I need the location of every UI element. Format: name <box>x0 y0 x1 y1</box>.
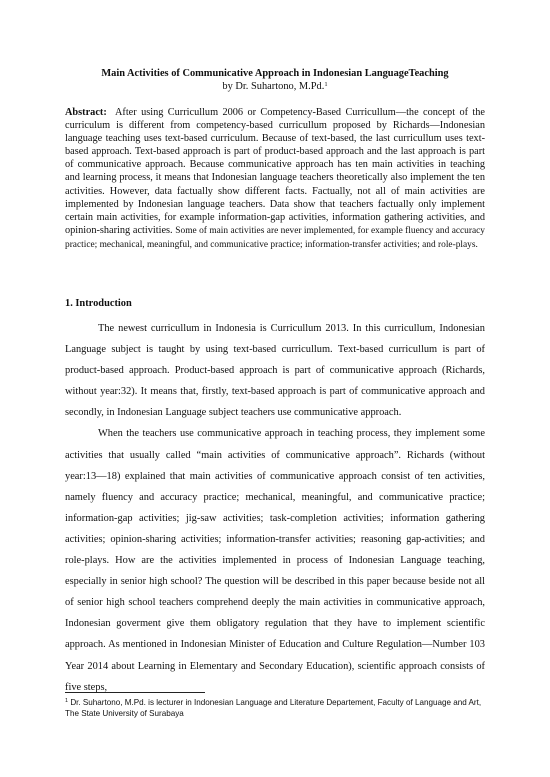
title-block <box>60 67 490 93</box>
introduction-paragraph-2: When the teachers use communicative approach in teaching process, they implement some activities that usually called “main activities of communicative approach”. Richards (without year:13—18) explained that main activities of communicative approach consist of ten activities, namely fluency and accuracy practice; mechanical, meaningful, and communicative practice; information-gap activities; jig-saw activities; task-completion activities; information gathering activities; opinion-sharing activities; information-transfer activities; reasoning gap-activities; and role-plays. How are the activities implemented in process of Indonesian Language teaching, especially in senior high school? The question will be described in this paper because beside not all of senior high school teachers comprehend deeply the main activities in communicative approach, Indonesian goverment give them obligatory regulation that they have to implement scientific approach. As mentioned in Indonesian Minister of Education and Culture Regulation—Number 103 Year 2014 about Learning in Elementary and Secondary Education), scientific approach consists of five steps, <box>65 428 485 693</box>
abstract <box>65 106 485 252</box>
footnote-text: Dr. Suhartono, M.Pd. is lecturer in Indonesian Language and Literature Departement, Faculty of Language and Art, The State University of Surabaya <box>65 698 482 719</box>
paper-title: Main Activities of Communicative Approach in Indonesian LanguageTeaching <box>101 68 449 79</box>
introduction-paragraph-1: The newest curricullum in Indonesia is Curricullum 2013. In this curricullum, Indonesian Language subject is taught by using text-based curricullum. Text-based curricullum is part of product-based approach. Product-based approach is part of communicative approach (Richards, without year:32). It means that, firstly, text-based approach is part of communicative approach and secondly, in Indonesian Language subject teachers use communicative approach. <box>65 323 485 419</box>
footnote-mark: 1 <box>65 698 69 704</box>
section-heading-introduction: 1. Introduction <box>65 298 132 309</box>
author-footnote-mark: 1 <box>324 81 328 88</box>
abstract-label: Abstract: <box>65 107 107 118</box>
footnote-divider <box>65 692 205 693</box>
abstract-text-tail: Some of main activities are never implemented, for example fluency and accuracy practice; mechanical, meaningful, and communicative practice; information-transfer activities; and role-plays. <box>65 225 485 250</box>
introduction-body <box>65 318 485 698</box>
author-name: by Dr. Suhartono, M.Pd. <box>222 81 325 92</box>
author-line <box>60 80 490 93</box>
abstract-text: After using Curricullum 2006 or Competency-Based Curricullum—the concept of the curriculum is different from competency-based curricullum proposed by Richards—Indonesian language teaching uses text-based curriculum. Because of text-based, the last curricullum uses text-based approach. Text-based approach is part of product-based approach and the last approach is part of communicative approach. Because communicative approach has ten main activities in teaching and learning process, it means that Indonesian language teachers theoretically also implement the ten activities. However, data factually show different facts. Factually, not all of main activities are implemented by Indonesian language teachers. Data show that teachers factually only implement certain main activities, for example information-gap activities, information gathering activities, and opinion-sharing activities. <box>65 107 485 236</box>
footnote <box>65 697 485 720</box>
